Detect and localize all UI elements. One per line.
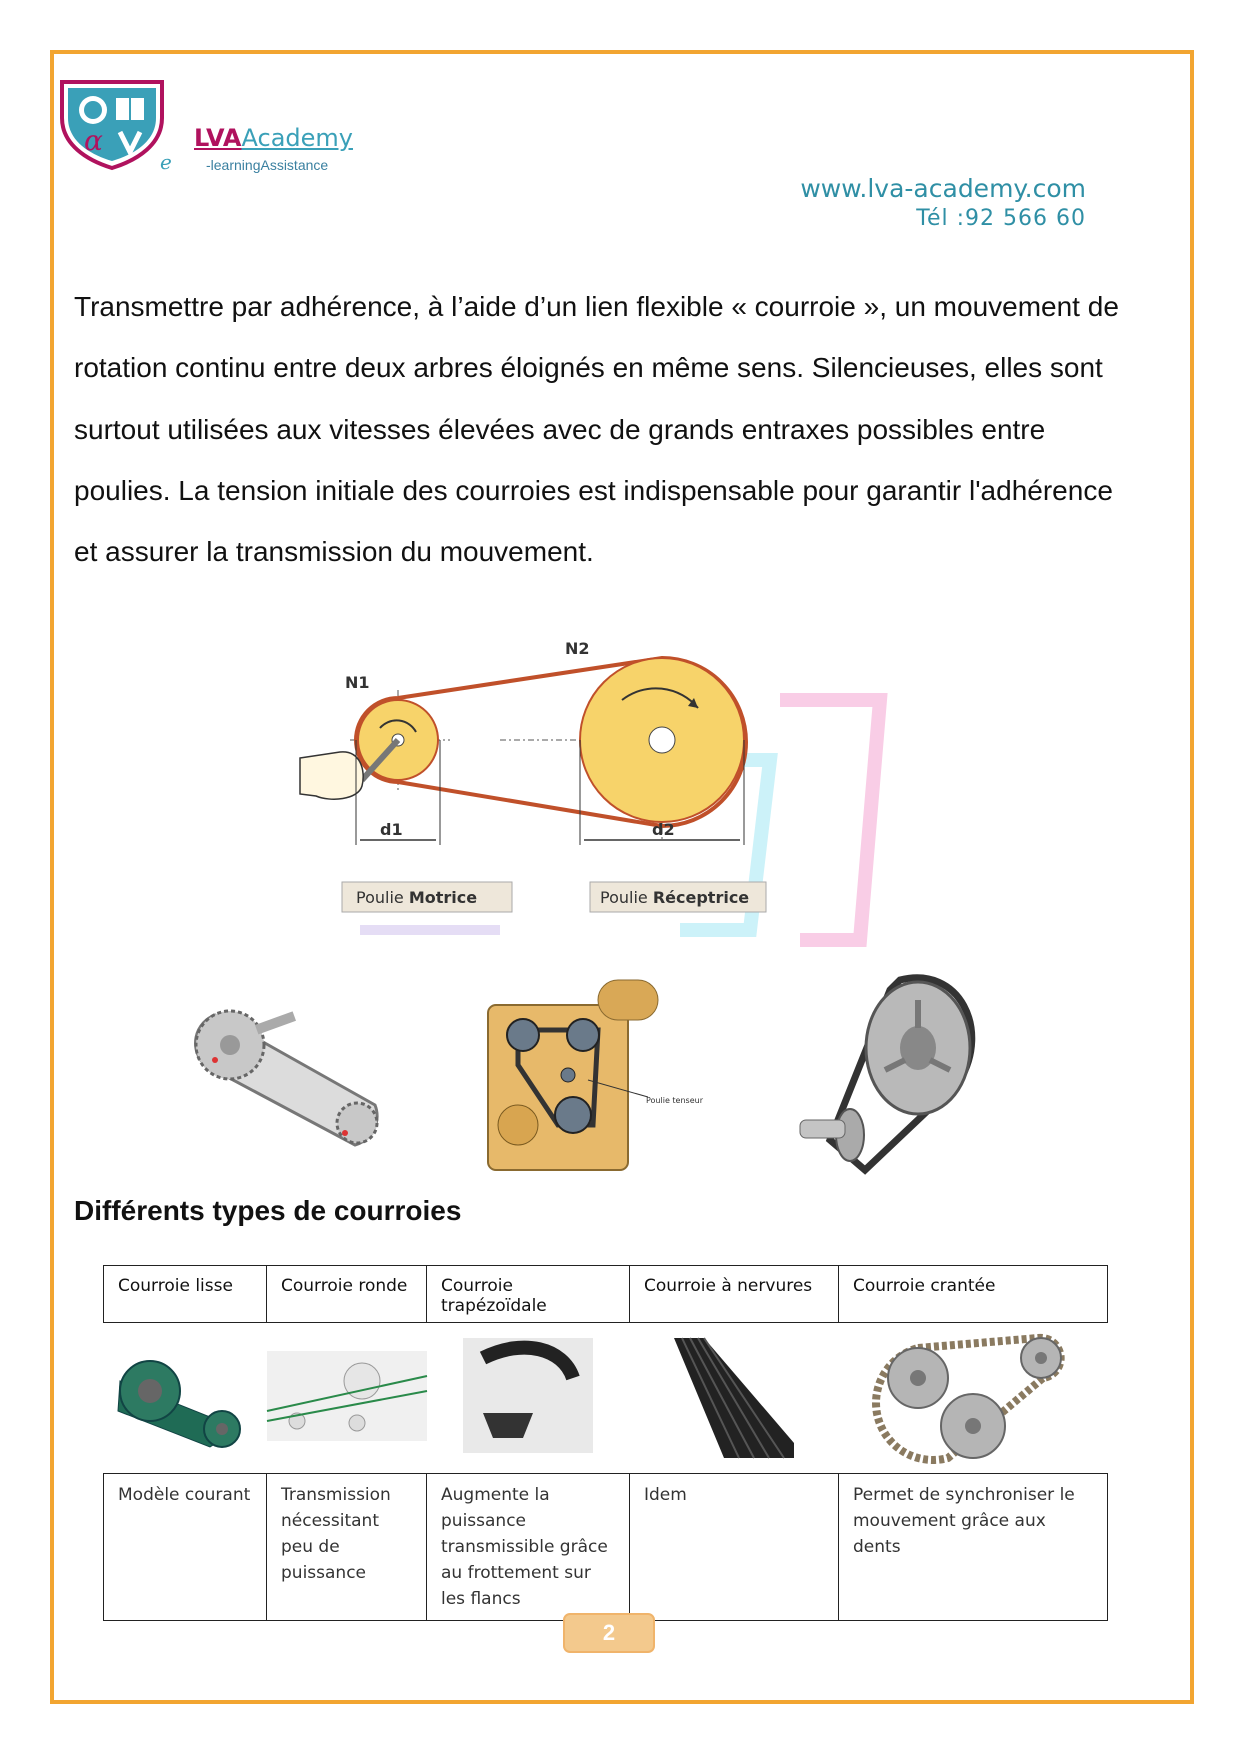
d2-label: d2 xyxy=(652,820,675,839)
header-courroie-crantee: Courroie crantée xyxy=(839,1266,1108,1323)
label-receptrice-bold: Réceptrice xyxy=(652,888,750,907)
v-belt-icon xyxy=(463,1338,593,1453)
engine-belt-photo xyxy=(478,975,703,1175)
page-number: 2 xyxy=(563,1613,655,1653)
table-image-row xyxy=(104,1323,1108,1474)
ribbed-belt-icon xyxy=(664,1333,804,1458)
brand-lva: LVA xyxy=(194,124,242,152)
lva-logo xyxy=(58,78,166,170)
header-courroie-nervures: Courroie à nervures xyxy=(630,1266,839,1323)
label-receptrice-prefix: Poulie xyxy=(600,888,653,907)
brand-e: e xyxy=(160,150,172,174)
v-belt-photo xyxy=(790,970,990,1170)
desc-courroie-nervures: Idem xyxy=(630,1474,839,1621)
desc-courroie-crantee: Permet de synchroniser le mouvement grâce aux dents xyxy=(839,1474,1108,1621)
label-motrice xyxy=(356,888,477,907)
timing-belt-icon xyxy=(873,1328,1073,1463)
brand-subtitle: -learningAssistance xyxy=(206,157,329,173)
img-courroie-lisse xyxy=(104,1323,267,1474)
brand-name xyxy=(194,124,353,152)
label-motrice-prefix: Poulie xyxy=(356,888,409,907)
desc-courroie-lisse: Modèle courant xyxy=(104,1474,267,1621)
img-courroie-crantee xyxy=(839,1323,1108,1474)
desc-courroie-ronde: Transmission nécessitant peu de puissance xyxy=(267,1474,427,1621)
section-title: Différents types de courroies xyxy=(74,1195,462,1226)
brand-academy: Academy xyxy=(241,124,353,152)
belt-types-table xyxy=(103,1265,1108,1621)
header-courroie-trapezoidale: Courroie trapézoïdale xyxy=(427,1266,630,1323)
label-receptrice xyxy=(600,888,749,907)
desc-courroie-trapezoidale: Augmente la puissance transmissible grâce au frottement sur les flancs xyxy=(427,1474,630,1621)
table-description-row xyxy=(104,1474,1108,1621)
img-courroie-nervures xyxy=(630,1323,839,1474)
phone-number: Tél :92 566 60 xyxy=(916,206,1086,231)
round-belt-icon xyxy=(267,1351,427,1441)
img-courroie-trapezoidale xyxy=(427,1323,630,1474)
table-header-row xyxy=(104,1266,1108,1323)
n1-label: N1 xyxy=(345,673,370,692)
img-courroie-ronde xyxy=(267,1323,427,1474)
header-courroie-ronde: Courroie ronde xyxy=(267,1266,427,1323)
label-motrice-bold: Motrice xyxy=(408,888,478,907)
website-link[interactable]: www.lva-academy.com xyxy=(800,174,1086,203)
belt-drive-diagram xyxy=(300,640,900,970)
engine-label: Poulie tenseur xyxy=(646,1096,703,1105)
flat-belt-icon xyxy=(110,1341,260,1451)
svg-text:α: α xyxy=(84,124,103,157)
d1-label: d1 xyxy=(380,820,403,839)
intro-paragraph: Transmettre par adhérence, à l’aide d’un lien flexible « courroie », un mouvement de rotation continu entre deux arbres éloignés en même sens. Silencieuses, elles sont surtout utilisées aux vitesses élevées avec de grands entraxes possibles entre poulies. La tension initiale des courroies est indispensable pour garantir l'adhérence et assurer la transmission du mouvement. xyxy=(74,291,1119,568)
header-courroie-lisse: Courroie lisse xyxy=(104,1266,267,1323)
n2-label: N2 xyxy=(565,639,590,658)
toothed-belt-photo xyxy=(185,985,405,1160)
